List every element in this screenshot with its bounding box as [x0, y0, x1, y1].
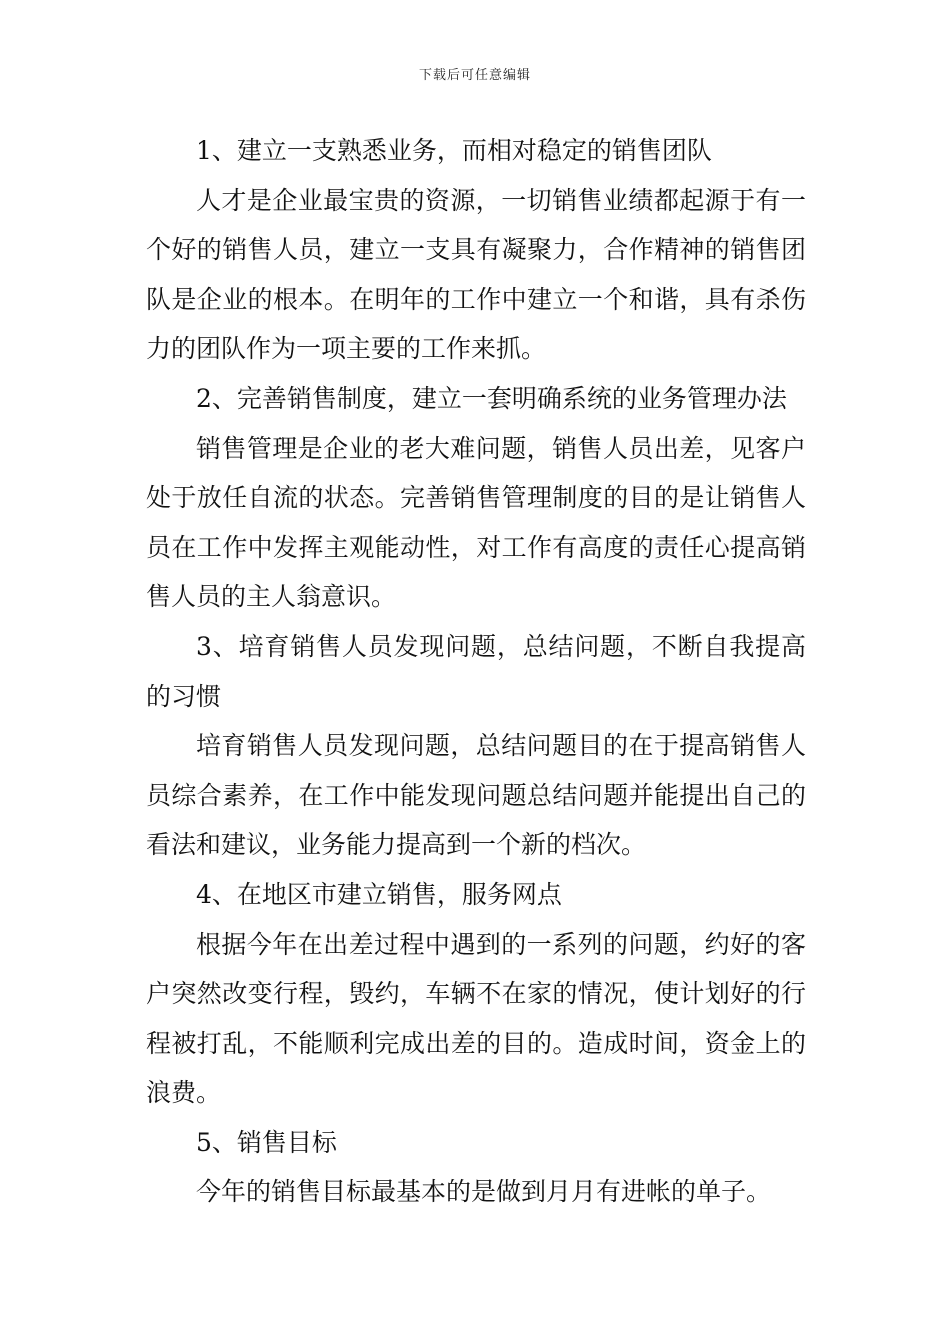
paragraph-4: 根据今年在出差过程中遇到的一系列的问题，约好的客户突然改变行程，毁约，车辆不在家的情况，使计划好的行程被打乱，不能顺利完成出差的目的。造成时间，资金上的浪费。 [146, 929, 806, 1108]
document-body [146, 126, 806, 1217]
heading-3: 3、培育销售人员发现问题，总结问题，不断自我提高的习惯 [146, 631, 806, 711]
paragraph-5: 今年的销售目标最基本的是做到月月有进帐的单子。 [196, 1177, 772, 1207]
heading-4: 4、在地区市建立销售，服务网点 [196, 879, 562, 909]
heading-5: 5、销售目标 [196, 1127, 337, 1157]
paragraph-3: 培育销售人员发现问题，总结问题目的在于提高销售人员综合素养，在工作中能发现问题总结问题并能提出自己的看法和建议，业务能力提高到一个新的档次。 [146, 731, 806, 860]
heading-1: 1、建立一支熟悉业务，而相对稳定的销售团队 [196, 136, 712, 165]
heading-2: 2、完善销售制度，建立一套明确系统的业务管理办法 [196, 383, 787, 413]
paragraph-1: 人才是企业最宝贵的资源，一切销售业绩都起源于有一个好的销售人员，建立一支具有凝聚力，合作精神的销售团队是企业的根本。在明年的工作中建立一个和谐，具有杀伤力的团队作为一项主要的工作来抓。 [146, 185, 806, 364]
page-header: 下载后可任意编辑 [418, 68, 531, 83]
paragraph-2: 销售管理是企业的老大难问题，销售人员出差，见客户处于放任自流的状态。完善销售管理制度的目的是让销售人员在工作中发挥主观能动性，对工作有高度的责任心提高销售人员的主人翁意识。 [146, 433, 806, 612]
